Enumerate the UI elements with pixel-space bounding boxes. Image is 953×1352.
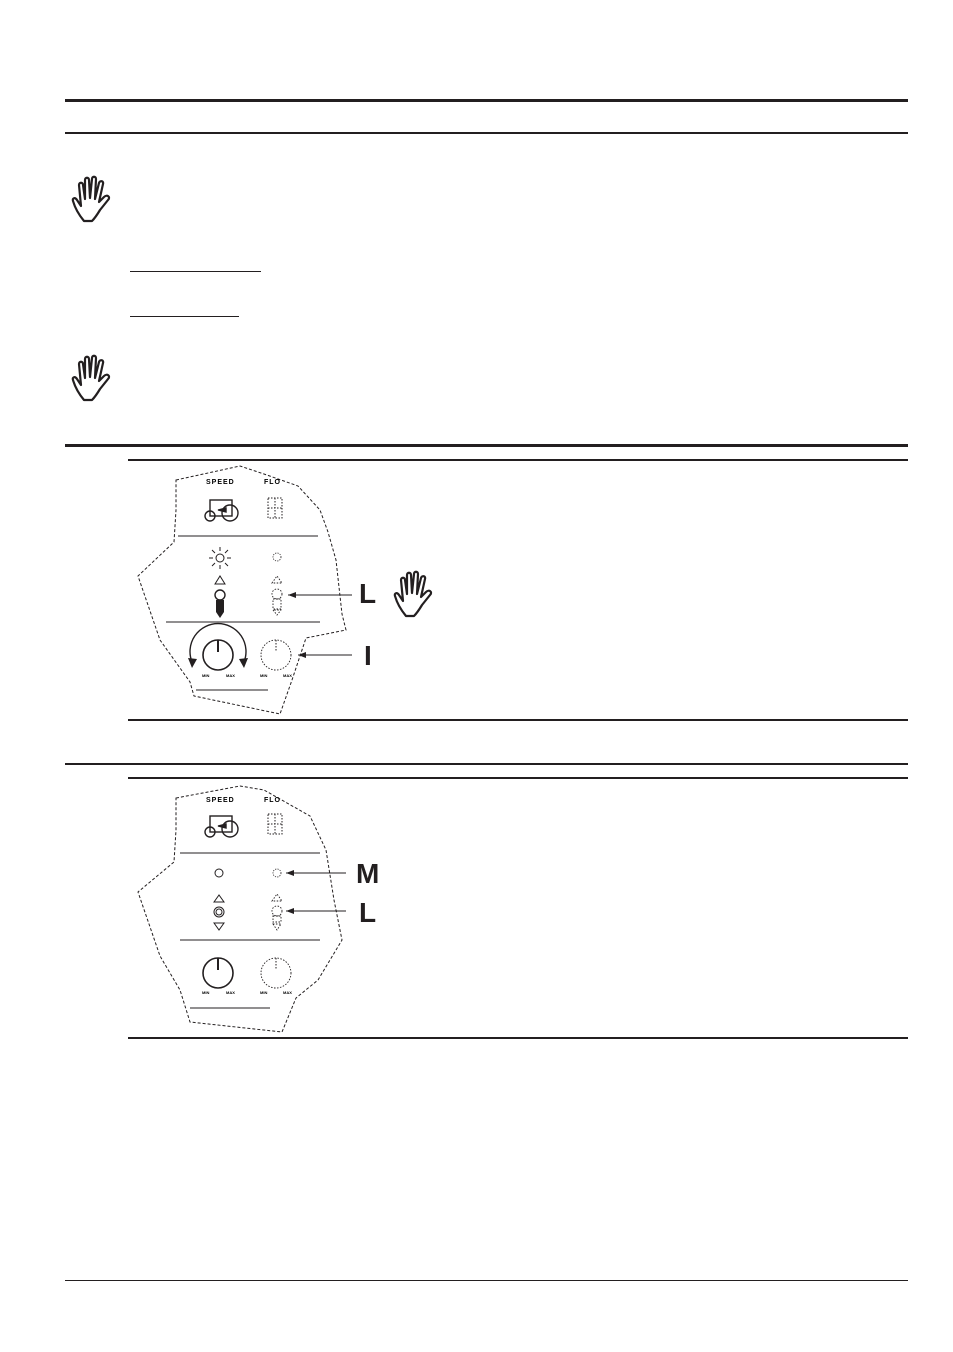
flow-knob-min-label: MIN: [260, 990, 268, 995]
header-rule-thick: [65, 99, 908, 102]
callout-l: L: [359, 897, 377, 928]
underline-2: [130, 316, 239, 317]
speed-toggle-switch[interactable]: [215, 576, 225, 618]
speed-knob-max-label: MAX: [226, 673, 235, 678]
section1-rule-thick: [65, 444, 908, 447]
figure1-bottom-rule: [128, 719, 908, 721]
speed-indicator-light: [215, 869, 223, 877]
flow-knob-min-label: MIN: [260, 673, 268, 678]
speed-knob[interactable]: [188, 624, 248, 678]
callout-m: M: [356, 858, 380, 889]
indicator-light-icon: [209, 547, 231, 569]
callout-l: L: [359, 578, 377, 609]
speed-label: SPEED: [206, 479, 235, 486]
tractor-icon: [205, 500, 238, 521]
footer-rule: [65, 1280, 908, 1281]
speed-toggle-switch[interactable]: [214, 895, 224, 930]
speed-knob-max-label: MAX: [226, 990, 235, 995]
flow-knob-max-label: MAX: [283, 673, 292, 678]
speed-knob-min-label: MIN: [202, 673, 210, 678]
figure2-control-panel: [130, 780, 390, 1038]
flow-label: FLO: [264, 797, 281, 804]
figure1-top-rule: [128, 459, 908, 461]
header-rule-thin: [65, 132, 908, 134]
callout-i: I: [364, 640, 372, 671]
hand-icon: [392, 570, 440, 620]
figure2-top-rule: [128, 777, 908, 779]
flow-knob[interactable]: [260, 640, 292, 678]
flow-toggle-switch[interactable]: [272, 894, 282, 930]
speed-label: SPEED: [206, 797, 235, 804]
flow-indicator-light: [273, 869, 281, 877]
flow-toggle-switch[interactable]: [272, 576, 282, 615]
flow-indicator-light: [273, 553, 281, 561]
hand-icon: [70, 354, 118, 404]
flow-knob-max-label: MAX: [283, 990, 292, 995]
section2-rule: [65, 763, 908, 765]
flow-knob[interactable]: [260, 958, 292, 995]
underline-1: [130, 271, 261, 272]
flow-icon: [268, 498, 282, 518]
speed-knob-min-label: MIN: [202, 990, 210, 995]
tractor-icon: [205, 816, 238, 837]
hand-icon: [70, 175, 118, 225]
flow-label: FLO: [264, 479, 281, 486]
speed-knob[interactable]: [202, 958, 235, 995]
flow-icon: [268, 814, 282, 834]
figure2-bottom-rule: [128, 1037, 908, 1039]
